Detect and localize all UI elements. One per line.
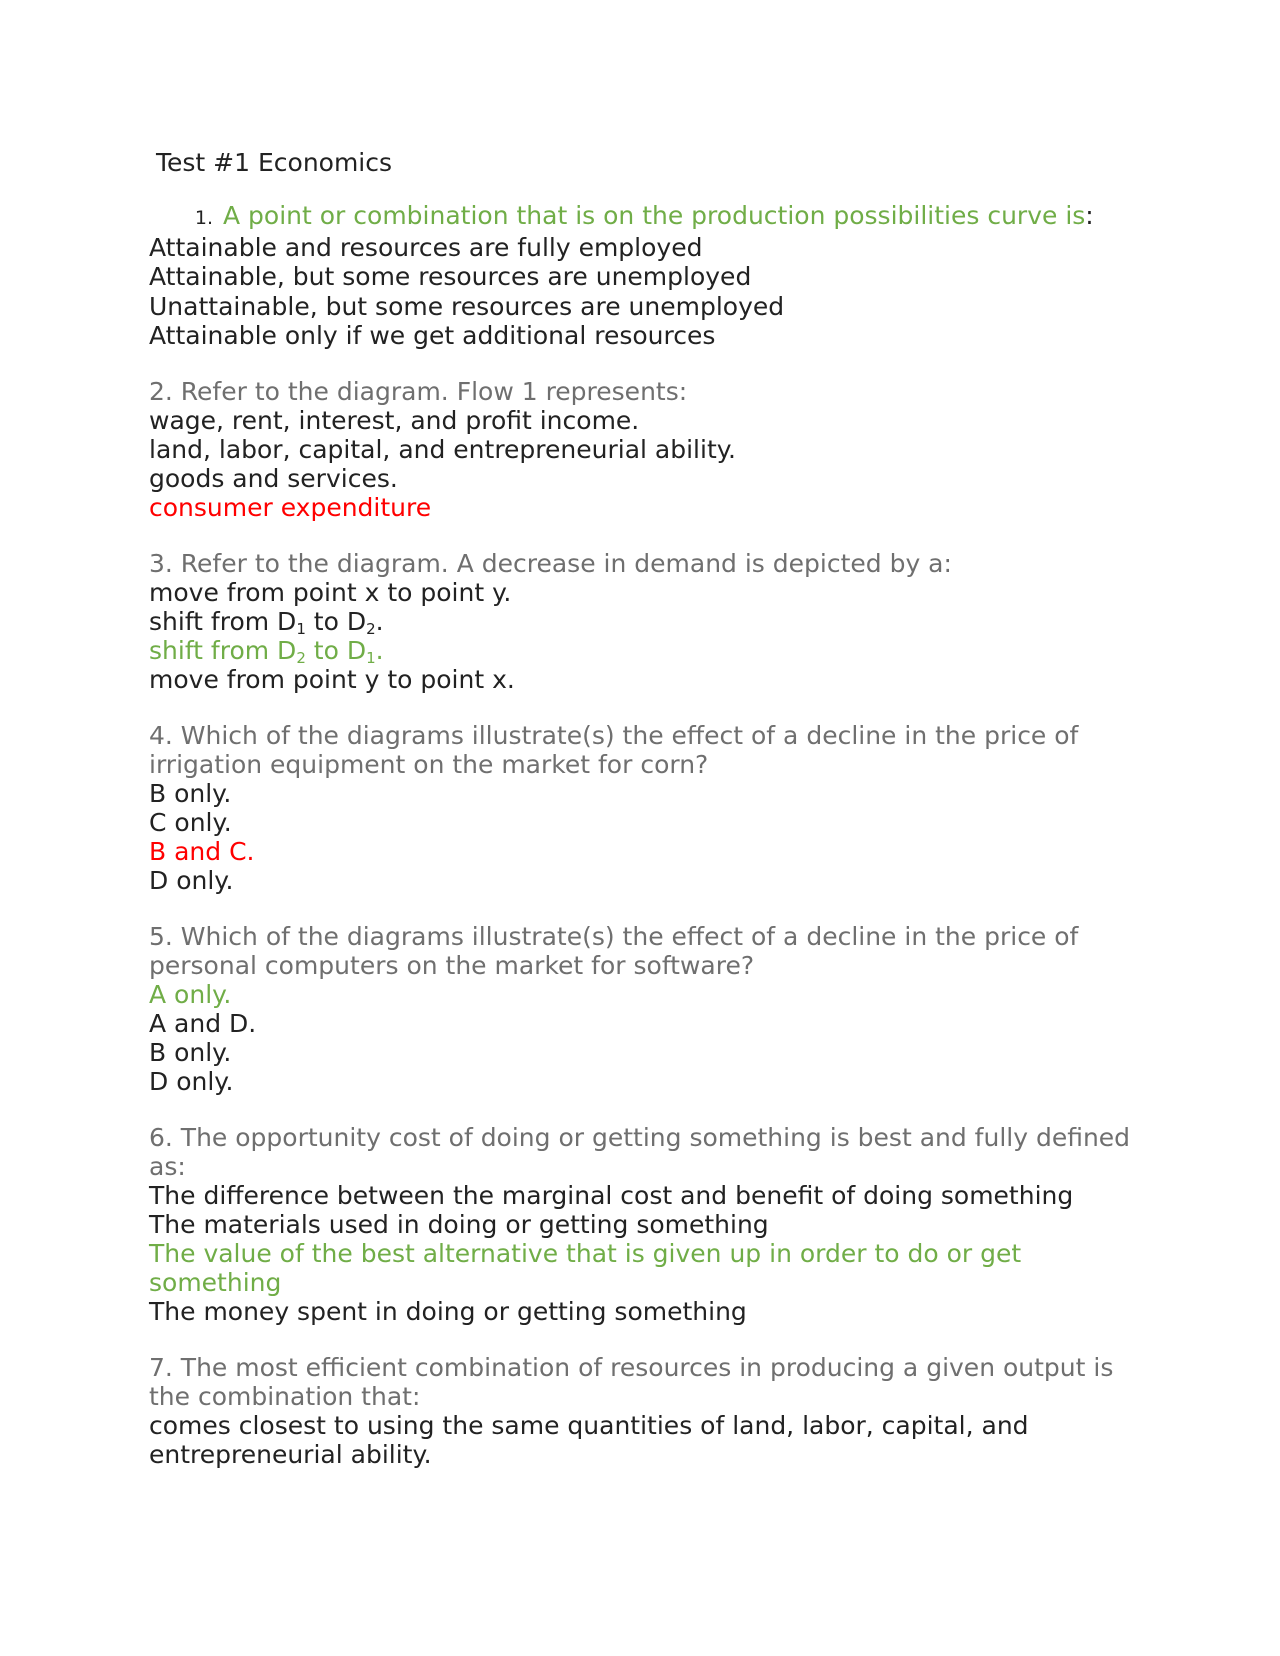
answer-option: C only. [149,808,232,838]
answer-option: A and D. [149,1009,257,1039]
question-4 [149,721,1149,895]
answer-option: goods and services. [149,464,398,494]
answer-option-correct: A only. [149,980,232,1010]
answer-option: shift from $D_1$ to $D_2$. [149,607,384,639]
answer-option-correct: The value of the best alternative that is given up in order to do or get something [149,1239,1022,1298]
answer-option: The difference between the marginal cost and benefit of doing something [149,1181,1074,1211]
answer-option: move from point x to point y. [149,578,512,608]
list-number: 1. [194,207,213,229]
answer-option: D only. [149,866,234,896]
answer-option-incorrect: consumer expenditure [149,493,432,523]
answer-option: wage, rent, interest, and profit income. [149,406,640,436]
question-2 [149,377,1149,522]
question-text: A point or combination that is on the production possibilities curve is [223,201,1086,230]
question-prompt: 7. The most efficient combination of resources in producing a given output is the combination that: [149,1353,1114,1412]
question-prompt: 2. Refer to the diagram. Flow 1 represents: [149,377,688,407]
answer-option: Attainable and resources are fully employed [149,233,703,262]
question-prompt: 6. The opportunity cost of doing or getting something is best and fully defined as: [149,1123,1131,1182]
answer-option: comes closest to using the same quantities of land, labor, capital, and entrepreneurial ability. [149,1411,1029,1470]
answer-option: D only. [149,1067,234,1097]
question-5 [149,922,1149,1096]
answer-option: Unattainable, but some resources are unemployed [149,291,785,321]
question-1 [149,201,1149,350]
answer-option: B only. [149,1038,232,1068]
question-prompt: 5. Which of the diagrams illustrate(s) the effect of a decline in the price of personal computers on the market for software? [149,922,1079,981]
document-title: Test #1 Economics [156,148,393,177]
question-suffix: : [1085,201,1094,230]
answer-option-incorrect: B and C. [149,837,255,867]
answer-option: move from point y to point x. [149,665,515,695]
answer-option-correct: shift from $D_2$ to $D_1$. [149,636,384,668]
question-prompt: 4. Which of the diagrams illustrate(s) the effect of a decline in the price of irrigation equipment on the market for corn? [149,721,1079,780]
answer-option: The materials used in doing or getting something [149,1210,769,1240]
document-page [149,146,1149,1496]
question-prompt: 3. Refer to the diagram. A decrease in demand is depicted by a: [149,549,952,579]
question-3 [149,549,1149,694]
answer-option: The money spent in doing or getting something [149,1297,747,1327]
answer-option: Attainable, but some resources are unemployed [149,262,752,292]
question-6 [149,1123,1149,1326]
question-prompt [149,201,1149,233]
question-7 [149,1353,1149,1469]
answer-option: land, labor, capital, and entrepreneurial ability. [149,435,736,465]
answer-option: Attainable only if we get additional resources [149,320,716,350]
answer-option: B only. [149,779,232,809]
